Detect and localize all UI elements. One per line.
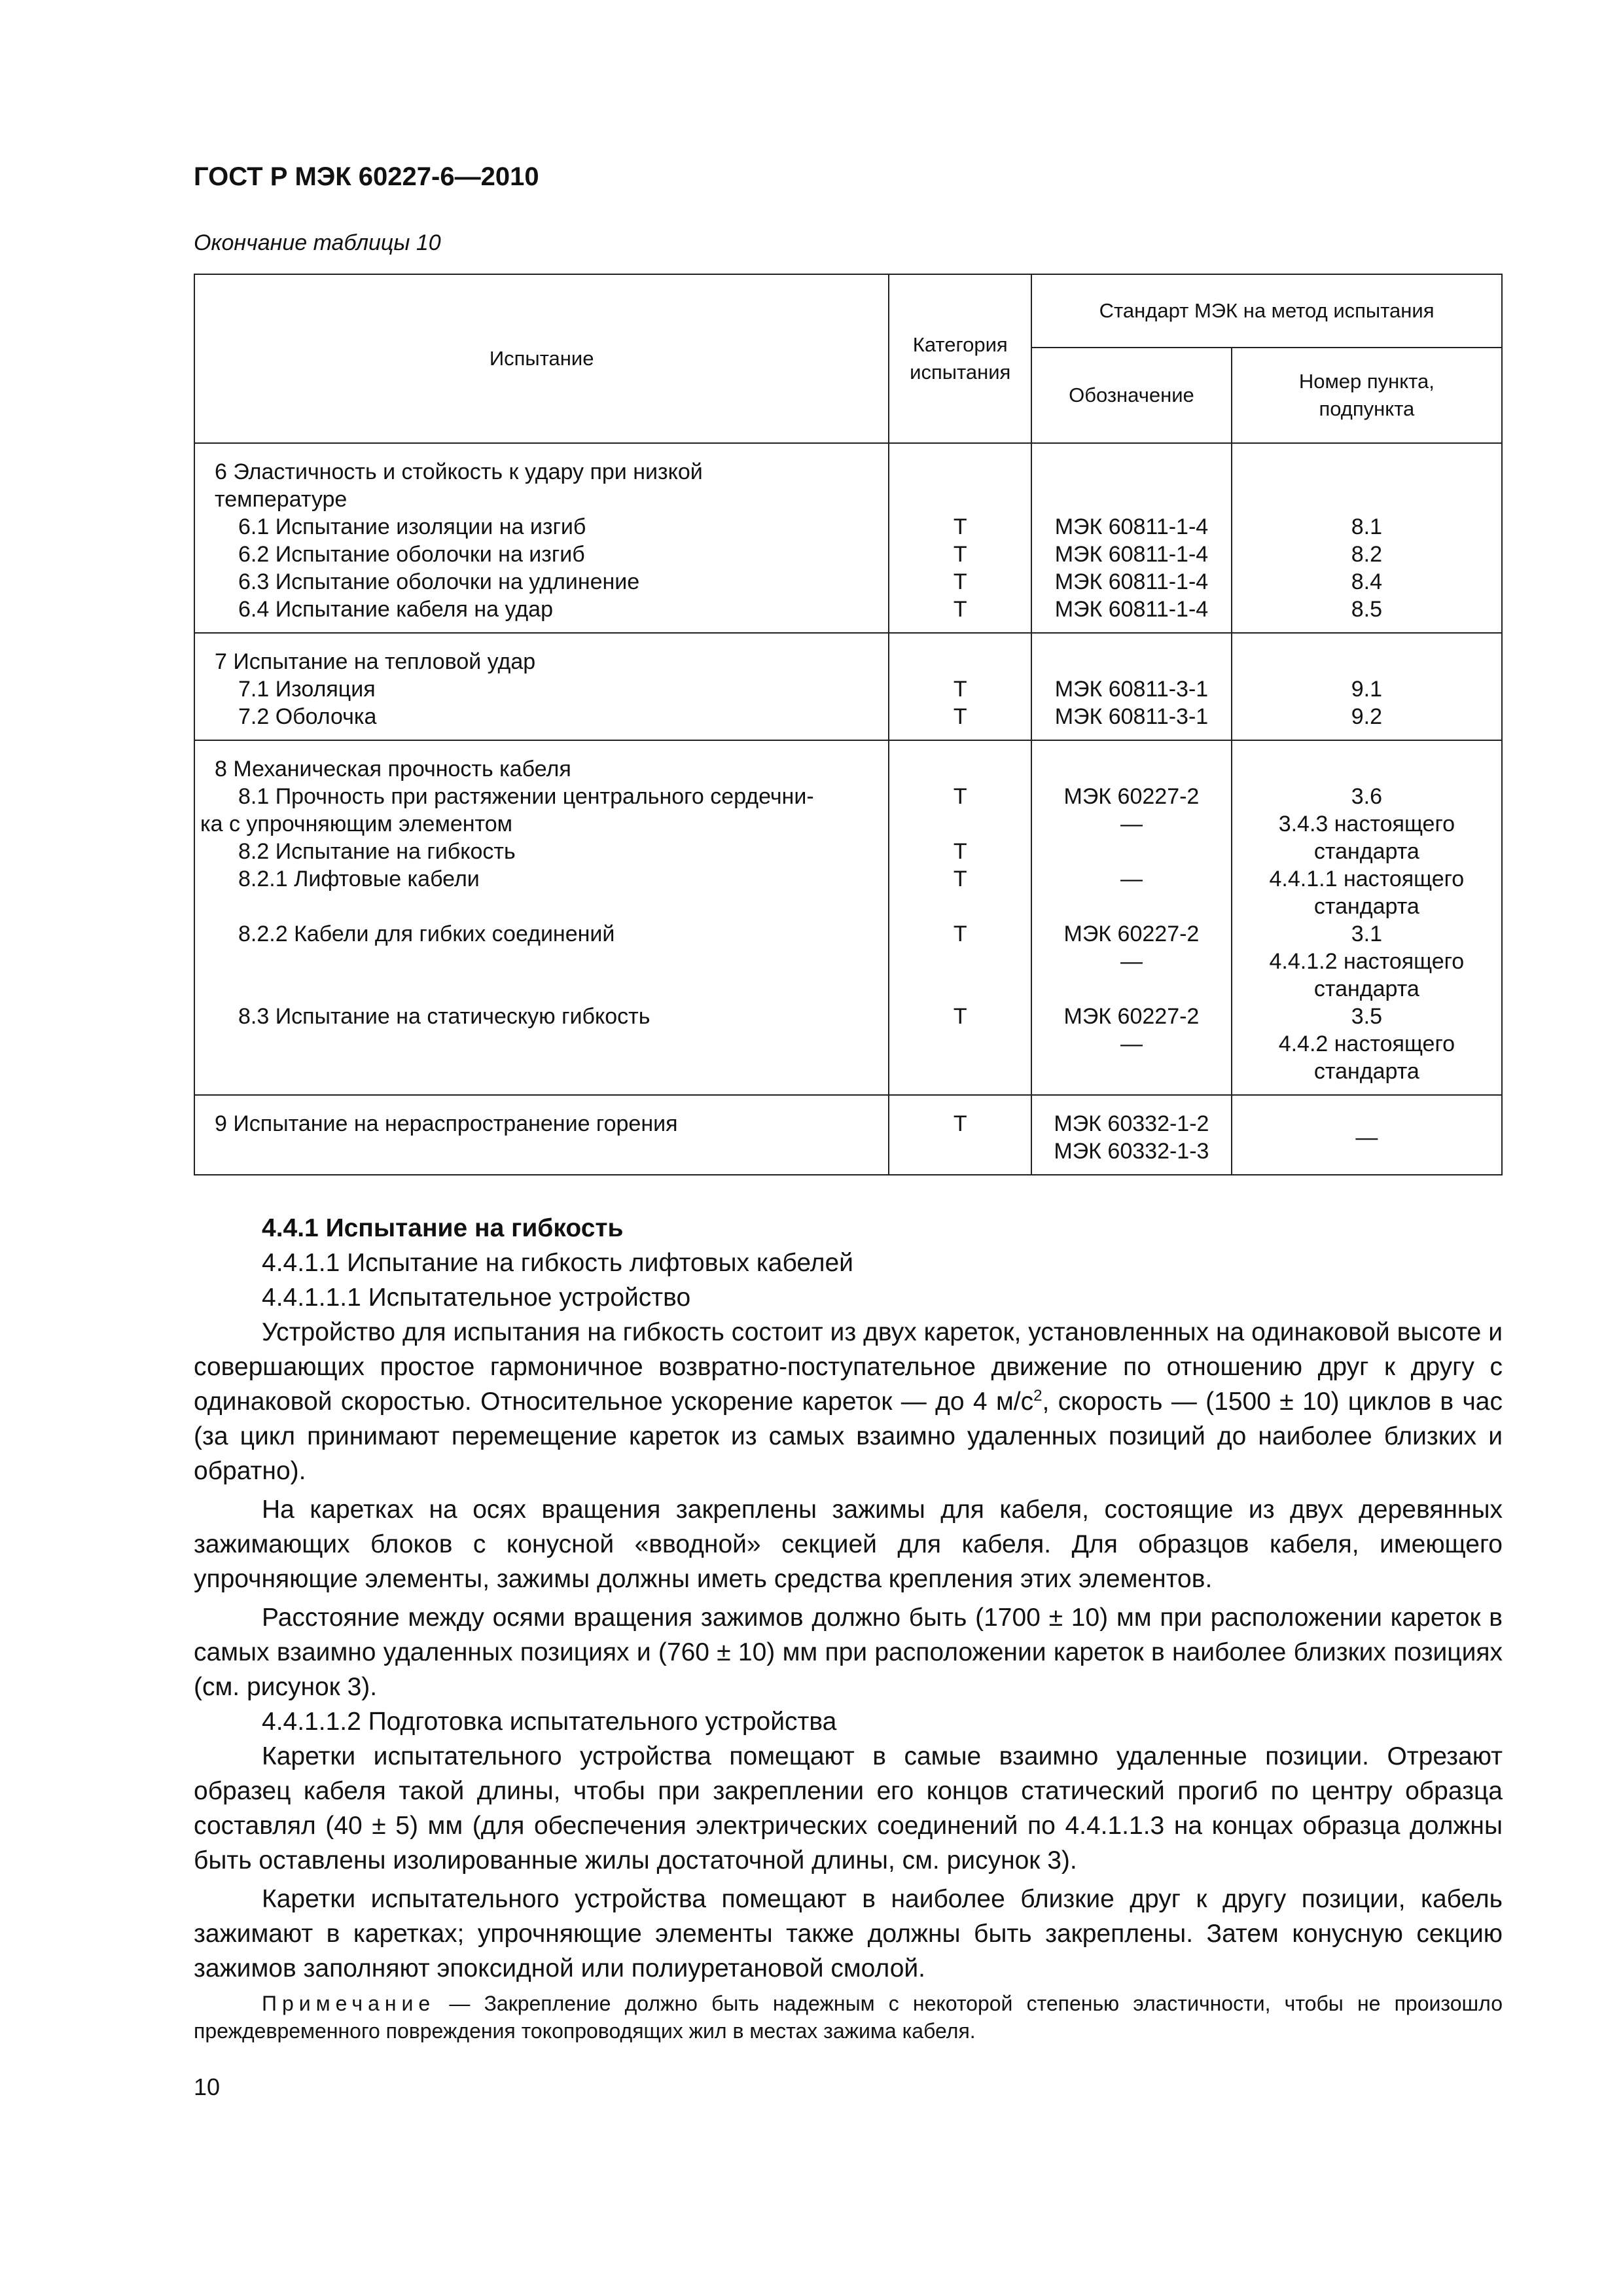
cell-line: — [1355, 1125, 1378, 1150]
cell-line [889, 755, 1031, 783]
cell-line: 6.4 Испытание кабеля на удар [238, 597, 553, 622]
cell-clause [1232, 633, 1502, 740]
cell-line: — [1120, 1031, 1143, 1056]
cell-line: 6.2 Испытание оболочки на изгиб [238, 542, 585, 567]
cell-designation [1031, 740, 1232, 1095]
cell-test [194, 443, 889, 633]
cell-line: МЭК 60227-2 [1063, 922, 1200, 946]
cell-line: 9 Испытание на нераспространение горения [215, 1111, 678, 1136]
cell-line: Т [953, 569, 967, 594]
cell-line: Т [953, 1111, 967, 1136]
section-heading-4-4-1-1: 4.4.1.1 Испытание на гибкость лифтовых кабелей [262, 1249, 853, 1277]
cell-line [889, 975, 1031, 1003]
cell-line: стандарта [1313, 839, 1419, 864]
cell-category [889, 443, 1031, 633]
cell-category [889, 633, 1031, 740]
cell-line: 3.1 [1351, 922, 1382, 946]
header-standard: Стандарт МЭК на метод испытания [1031, 274, 1502, 348]
cell-line: Т [953, 839, 967, 864]
cell-line: 6.3 Испытание оболочки на удлинение [238, 569, 640, 594]
cell-line [1032, 975, 1231, 1003]
table-row [194, 1095, 1502, 1175]
cell-line [889, 648, 1031, 675]
cell-line [1232, 648, 1501, 675]
cell-line [215, 1058, 880, 1085]
cell-test [194, 740, 889, 1095]
cell-line: — [1120, 949, 1143, 974]
cell-line [1032, 648, 1231, 675]
cell-line: 4.4.1.1 настоящего [1269, 867, 1465, 891]
cell-clause [1232, 1095, 1502, 1175]
section-heading-4-4-1-1-2: 4.4.1.1.2 Подготовка испытательного устройства [262, 1708, 837, 1736]
note-label: Примечание [262, 1992, 436, 2015]
cell-line: стандарта [1313, 894, 1419, 919]
cell-line [889, 948, 1031, 975]
cell-line: Т [953, 514, 967, 539]
header-clause: Номер пункта, подпункта [1232, 348, 1502, 443]
cell-line: Т [953, 1004, 967, 1029]
paragraph-clamps: На каретках на осях вращения закреплены зажимы для кабеля, состоящие из двух деревянных зажимающих блоков с конусной «вводной» секцией для кабеля. Для образцов кабеля, имеющего упрочняющие элементы, зажимы должны иметь средства крепления этих элементов. [194, 1496, 1503, 1593]
section-heading-4-4-1-1-1: 4.4.1.1.1 Испытательное устройство [262, 1283, 691, 1312]
cell-line: температуре [215, 487, 348, 512]
cell-line [889, 458, 1031, 486]
cell-line: 6.1 Испытание изоляции на изгиб [238, 514, 586, 539]
cell-line: стандарта [1313, 977, 1419, 1001]
table-caption: Окончание таблицы 10 [194, 230, 441, 255]
cell-line: — [1120, 812, 1143, 836]
cell-line [1032, 1058, 1231, 1085]
section-heading-4-4-1: 4.4.1 Испытание на гибкость [262, 1214, 624, 1242]
cell-line: МЭК 60811-3-1 [1054, 704, 1209, 729]
cell-line: МЭК 60811-3-1 [1054, 677, 1209, 702]
cell-category [889, 1095, 1031, 1175]
cell-line: 4.4.2 настоящего [1278, 1031, 1455, 1056]
cell-line: Т [953, 542, 967, 567]
cell-line: МЭК 60811-1-4 [1054, 514, 1209, 539]
cell-designation [1031, 633, 1232, 740]
cell-line: Т [953, 867, 967, 891]
document-header: ГОСТ Р МЭК 60227-6—2010 [194, 162, 539, 191]
cell-line: 8.2.1 Лифтовые кабели [238, 867, 480, 891]
table-row [194, 740, 1502, 1095]
cell-test [194, 1095, 889, 1175]
header-category: Категория испытания [889, 274, 1031, 443]
cell-line: 8.1 [1351, 514, 1382, 539]
cell-line: Т [953, 704, 967, 729]
cell-line: 8.2.2 Кабели для гибких соединений [238, 922, 615, 946]
cell-line [215, 893, 880, 920]
cell-line: 7 Испытание на тепловой удар [215, 649, 536, 674]
body-text [194, 1211, 1503, 1986]
cell-line: Т [953, 597, 967, 622]
cell-line [889, 1058, 1031, 1085]
paragraph-device: Устройство для испытания на гибкость состоит из двух кареток, установленных на одинаковой высоте и совершающих простое гармоничное возвратно-поступательное движение по отношению друг к другу с одинаковой скоростью. Относительное ускорение кареток — до 4 $м/с^2$, скорость — (1500 ± 10) циклов в час (за цикл принимают перемещение кареток из самых взаимно удаленных позиций до наиболее близких и обратно). [194, 1318, 1503, 1485]
cell-line: МЭК 60811-1-4 [1054, 542, 1209, 567]
cell-line: 3.5 [1351, 1004, 1382, 1029]
cell-line: 6 Эластичность и стойкость к удару при низкой [215, 459, 703, 484]
paragraph-clamping: Каретки испытательного устройства помещают в наиболее близкие друг к другу позиции, кабель зажимают в каретках; упрочняющие элементы также должны быть закреплены. Затем конусную секцию зажимов заполняют эпоксидной или полиуретановой смолой. [194, 1885, 1503, 1982]
paragraph-preparation: Каретки испытательного устройства помещают в самые взаимно удаленные позиции. Отрезают образец кабеля такой длины, чтобы при закреплении его концов статический прогиб по центру образца составлял (40 ± 5) мм (для обеспечения электрических соединений по 4.4.1.1.3 на концах образца должны быть оставлены изолированные жилы достаточной длины, см. рисунок 3). [194, 1742, 1503, 1874]
cell-line: 8.5 [1351, 597, 1382, 622]
cell-line: 7.1 Изоляция [238, 677, 376, 702]
cell-line: МЭК 60227-2 [1063, 1004, 1200, 1029]
cell-line [215, 975, 880, 1003]
cell-line: 8.1 Прочность при растяжении центрального сердечни- [238, 784, 814, 809]
cell-line [889, 1138, 1031, 1165]
cell-line [889, 1030, 1031, 1058]
cell-test [194, 633, 889, 740]
paragraph-distance: Расстояние между осями вращения зажимов должно быть (1700 ± 10) мм при расположении кареток в самых взаимно удаленных позициях и (760 ± 10) мм при расположении кареток в наиболее близких позициях (см. рисунок 3). [194, 1604, 1503, 1701]
cell-line: 4.4.1.2 настоящего [1269, 949, 1465, 974]
cell-line [889, 893, 1031, 920]
header-designation: Обозначение [1031, 348, 1232, 443]
cell-line: — [1120, 867, 1143, 891]
cell-category [889, 740, 1031, 1095]
cell-designation [1031, 1095, 1232, 1175]
page-number: 10 [194, 2073, 221, 2100]
cell-line: Т [953, 677, 967, 702]
cell-line: Т [953, 922, 967, 946]
cell-clause [1232, 740, 1502, 1095]
cell-line: 8.2 Испытание на гибкость [238, 839, 516, 864]
cell-line: 8 Механическая прочность кабеля [215, 757, 571, 781]
cell-line [1032, 755, 1231, 783]
cell-line: ка с упрочняющим элементом [200, 812, 512, 836]
cell-line [215, 1030, 880, 1058]
cell-line: МЭК 60227-2 [1063, 784, 1200, 809]
cell-line: МЭК 60811-1-4 [1054, 569, 1209, 594]
cell-line: МЭК 60332-1-3 [1054, 1139, 1209, 1164]
cell-line: 9.1 [1351, 677, 1382, 702]
cell-line [889, 486, 1031, 513]
table-row [194, 633, 1502, 740]
cell-line [215, 948, 880, 975]
cell-line: 3.6 [1351, 784, 1382, 809]
cell-line: МЭК 60811-1-4 [1054, 597, 1209, 622]
cell-line: 8.2 [1351, 542, 1382, 567]
cell-line [1032, 893, 1231, 920]
cell-line: стандарта [1313, 1059, 1419, 1084]
cell-clause [1232, 443, 1502, 633]
cell-line [1232, 458, 1501, 486]
cell-line: МЭК 60332-1-2 [1054, 1111, 1209, 1136]
note-text: — Закрепление должно быть надежным с некоторой степенью эластичности, чтобы не произошло преждевременного повреждения токопроводящих жил в местах зажима кабеля. [194, 1992, 1503, 2043]
cell-line: 8.4 [1351, 569, 1382, 594]
cell-line [1032, 486, 1231, 513]
cell-line: 3.4.3 настоящего [1278, 812, 1455, 836]
cell-line [215, 1138, 880, 1165]
cell-line: 9.2 [1351, 704, 1382, 729]
cell-line [1232, 486, 1501, 513]
test-table [194, 274, 1503, 1175]
cell-line: 8.3 Испытание на статическую гибкость [238, 1004, 651, 1029]
cell-line: Т [953, 784, 967, 809]
cell-line [1232, 755, 1501, 783]
cell-line [1032, 458, 1231, 486]
cell-designation [1031, 443, 1232, 633]
table-row [194, 443, 1502, 633]
note [194, 1990, 1503, 2045]
cell-line [1032, 838, 1231, 865]
cell-line: 7.2 Оболочка [238, 704, 377, 729]
header-test: Испытание [194, 274, 889, 443]
cell-line [889, 810, 1031, 838]
